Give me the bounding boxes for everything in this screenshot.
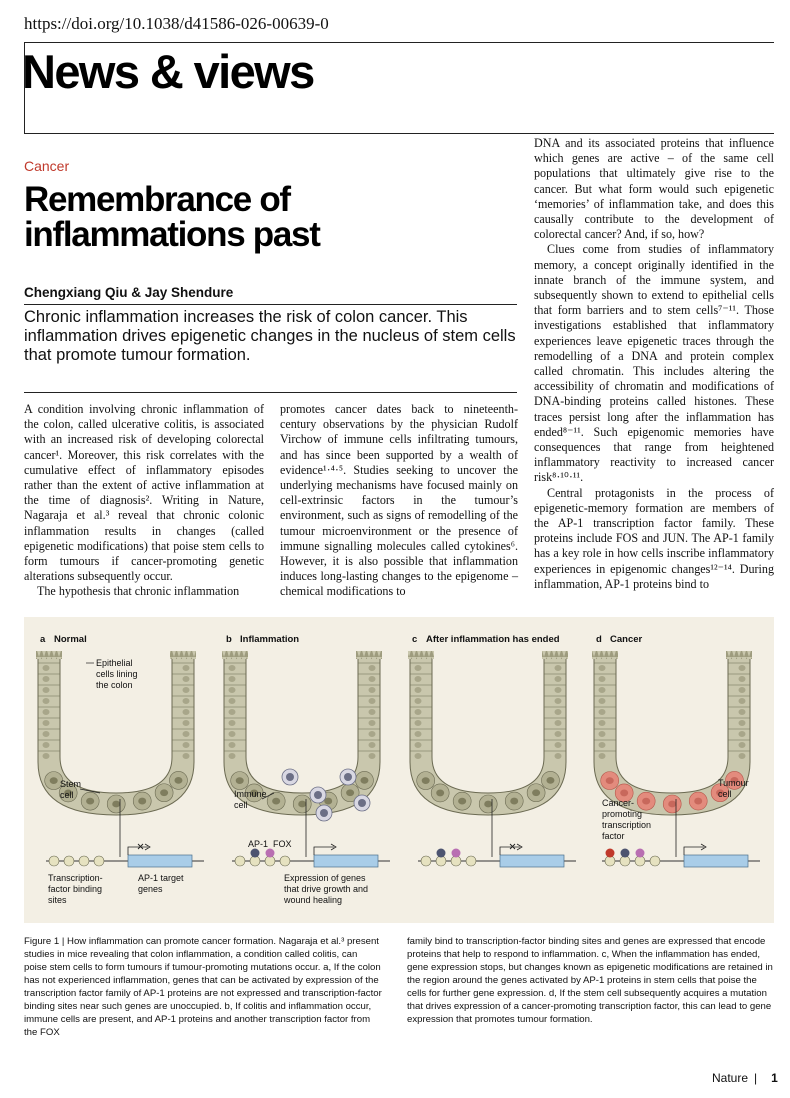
standfirst: Chronic inflammation increases the risk of colon cancer. This inflammation drives epigenetic changes in the nucleus of stem cells that promote tumour formation. — [24, 308, 516, 364]
label-cancer-tf: Cancer- — [602, 798, 635, 808]
nucleus — [183, 731, 190, 737]
figure-1 — [24, 617, 774, 923]
nucleus — [369, 731, 376, 737]
panel-b-letter: b — [226, 634, 232, 645]
binding-site — [94, 856, 104, 866]
paragraph: Central protagonists in the process of epigenetic-memory formation are members of the AP-1 transcription factor family. These proteins include FOS and JUN. The AP-1 family has a key role in how cells inscribe inflammatory experiences in epigenomic changes¹²⁻¹⁴. During inflammation, AP-1 proteins bind to — [534, 485, 774, 591]
nucleus — [415, 753, 422, 759]
nucleus — [739, 676, 746, 682]
binding-site — [650, 856, 660, 866]
nucleus — [555, 731, 562, 737]
nucleus — [369, 709, 376, 715]
binding-site — [280, 856, 290, 866]
panel-a-title: Normal — [54, 634, 87, 645]
nucleus — [739, 731, 746, 737]
ap1-protein — [437, 849, 446, 858]
nucleus — [229, 676, 236, 682]
nucleus — [43, 676, 50, 682]
nucleus — [183, 720, 190, 726]
nucleus — [739, 698, 746, 704]
nucleus — [43, 753, 50, 759]
panel-c-letter: c — [412, 634, 418, 645]
immune-cell-nucleus — [286, 773, 294, 781]
nucleus — [229, 731, 236, 737]
immune-cell-nucleus — [320, 809, 328, 817]
nucleus — [415, 720, 422, 726]
label-expression: that drive growth and — [284, 884, 369, 894]
binding-site — [235, 856, 245, 866]
fox-protein — [452, 849, 461, 858]
paragraph: DNA and its associated proteins that influence which genes are active – of the same cell populations that ultimately give rise to the cancer. But what form would such epigenetic ‘memories’ of inflammation take, and does this causally contribute to the development of colorectal cancer? And, if so, how? — [534, 136, 774, 242]
nucleus — [739, 720, 746, 726]
label-epithelial: cells lining — [96, 669, 138, 679]
nucleus — [739, 709, 746, 715]
nucleus — [183, 687, 190, 693]
immune-cell-nucleus — [344, 773, 352, 781]
nucleus — [546, 777, 554, 784]
nucleus — [43, 709, 50, 715]
nucleus — [739, 687, 746, 693]
nucleus — [86, 798, 94, 805]
label-tumour-cell: Tumour — [718, 778, 749, 788]
label-cancer-tf: transcription — [602, 820, 652, 830]
nucleus — [606, 777, 614, 784]
nucleus — [599, 709, 606, 715]
paragraph: A condition involving chronic inflammation of the colon, called ulcerative colitis, is associated with an increased risk of developing colorectal cancer¹. Moreover, this risk correlates with the cumulative effect of inflammatory episodes rather than the extent of active inflammation at the time of diagnosis². Writing in Nature, Nagaraja et al.³ reveal that chronic colonic inflammation results in changes (called epigenetic modifications) that poise stem cells to form tumours if cancer-promoting genetic alterations subsequently occur. — [24, 402, 264, 584]
nucleus — [369, 676, 376, 682]
binding-site — [64, 856, 74, 866]
label-fox: FOX — [273, 839, 292, 849]
promoter-arrow — [500, 847, 520, 855]
nucleus — [555, 709, 562, 715]
nucleus — [369, 698, 376, 704]
nucleus — [555, 753, 562, 759]
promoter-arrow — [684, 847, 704, 855]
label-stem-cell: cell — [60, 790, 74, 800]
nucleus — [160, 789, 168, 796]
nucleus — [555, 665, 562, 671]
section-label: Cancer — [24, 158, 70, 174]
nucleus — [298, 801, 306, 808]
nucleus — [555, 687, 562, 693]
nucleus — [229, 753, 236, 759]
label-immune-cell: cell — [234, 800, 248, 810]
nucleus — [510, 798, 518, 805]
nucleus — [360, 777, 368, 784]
crypt-villi — [222, 651, 248, 659]
nucleus — [183, 709, 190, 715]
nucleus — [415, 731, 422, 737]
paragraph: promotes cancer dates back to nineteenth-century observations by the physician Rudolf Virchow of immune cells infiltrating tumours, and has since been supported by a wealth of evidence¹·⁴·⁵. Studies seeking to uncover the underlying mechanisms have focused mainly on cell-extrinsic factors in the tumour’s environment, such as signs of remodelling of the tumour microenvironment or the presence of immune signalling molecules called cytokines⁶. However, it is also possible that inflammation induces long-lasting changes to the epigenome – chemical modifications to — [280, 402, 518, 599]
nucleus — [739, 753, 746, 759]
nucleus — [43, 720, 50, 726]
nucleus — [369, 742, 376, 748]
nucleus — [415, 665, 422, 671]
panel-d-letter: d — [596, 634, 602, 645]
article-title: Remembrance of inflammations past — [24, 180, 320, 254]
gene-box — [500, 855, 564, 867]
nucleus — [112, 801, 120, 808]
nucleus — [369, 753, 376, 759]
paragraph: The hypothesis that chronic inflammation — [37, 584, 240, 599]
crypt-villi — [170, 651, 196, 659]
label-ap1-target: genes — [138, 884, 163, 894]
label-tumour-cell: cell — [718, 789, 732, 799]
nucleus — [555, 720, 562, 726]
nucleus — [599, 731, 606, 737]
immune-cell-nucleus — [358, 799, 366, 807]
label-immune-cell: Immune — [234, 789, 267, 799]
fox-protein — [636, 849, 645, 858]
ap1-protein — [621, 849, 630, 858]
nucleus — [43, 731, 50, 737]
nucleus — [415, 676, 422, 682]
nucleus — [43, 698, 50, 704]
page-footer: Nature | 1 — [712, 1071, 778, 1085]
binding-site — [79, 856, 89, 866]
standfirst-rule — [24, 392, 517, 393]
body-column-3 — [534, 136, 774, 592]
label-cancer-tf: factor — [602, 831, 625, 841]
paragraph: Clues come from studies of inflammatory memory, a concept originally identified in the innate branch of the immune system, and subsequently shown to extend to epithelial cells that form barriers and to stem cells⁷⁻¹¹. Those investigations established that inflammatory experiences leave epigenetic traces through the remodelling of a DNA and protein complex called chromatin. This includes altering the accessibility of chromatin and modifications of DNA-binding proteins called histones. These traces persist long after the inflammation has ended⁸⁻¹¹. Such epigenomic memories have consequences that range from heightened inflammatory reactivity to increased cancer risk⁸·¹⁰·¹¹. — [534, 242, 774, 485]
label-epithelial: the colon — [96, 680, 133, 690]
figure-svg — [24, 617, 774, 923]
panel-c-title: After inflammation has ended — [426, 634, 560, 645]
nucleus — [415, 709, 422, 715]
nucleus — [174, 777, 182, 784]
nucleus — [138, 798, 146, 805]
crypt-villi — [408, 651, 434, 659]
nucleus — [415, 687, 422, 693]
nucleus — [369, 687, 376, 693]
nucleus — [50, 777, 58, 784]
label-ap1: AP-1 — [248, 839, 269, 849]
nucleus — [229, 698, 236, 704]
panel-d-title: Cancer — [610, 634, 643, 645]
nucleus — [739, 742, 746, 748]
nucleus — [346, 789, 354, 796]
label-stem-cell: Stem — [60, 779, 82, 789]
nucleus — [369, 720, 376, 726]
top-rule — [24, 42, 774, 43]
nucleus — [229, 742, 236, 748]
nucleus — [599, 720, 606, 726]
nucleus — [599, 687, 606, 693]
cancer-promoting-factor — [606, 849, 615, 858]
nucleus — [532, 789, 540, 796]
nucleus — [229, 720, 236, 726]
nucleus — [183, 676, 190, 682]
nucleus — [694, 798, 702, 805]
nucleus — [43, 742, 50, 748]
masthead: News & views — [22, 45, 314, 98]
figure-caption-left: Figure 1 | How inflammation can promote cancer formation. Nagaraja et al.³ present studies in mice revealing that colon inflammation, a condition called colitis, can poise stem cells to form tumours if tumour-promoting mutations occur. a, If the colon has not experienced inflammation, genes that can be activated by expression of the transcription factor family of AP-1 proteins are not expressed and transcription-factor binding sites near such genes are unoccupied. b, If colitis and inflammation occur, immune cells are present, and AP-1 proteins and another transcription factor from the FOX — [24, 936, 382, 1038]
nucleus — [599, 665, 606, 671]
nucleus — [458, 798, 466, 805]
gene-box — [684, 855, 748, 867]
nucleus — [599, 753, 606, 759]
nucleus — [369, 665, 376, 671]
blocked-mark — [510, 844, 515, 849]
nucleus — [739, 665, 746, 671]
nucleus — [668, 801, 676, 808]
nucleus — [599, 698, 606, 704]
nucleus — [229, 665, 236, 671]
nucleus — [599, 742, 606, 748]
label-tfbs: sites — [48, 895, 67, 905]
figure-caption-right: family bind to transcription-factor binding sites and genes are expressed that encode proteins that help to respond to inflammation. c, When the inflammation has ended, gene expression stops, but changes known as epigenetic modifications are retained in the region around the genes activated by AP-1 proteins in stem cells that poise the cells for further gene expression. d, If the stem cell subsequently acquires a mutation that drives expression of a cancer-promoting transcription factor, this can lead to gene expression that promotes tumour formation. — [407, 936, 773, 1025]
ap1-protein — [251, 849, 260, 858]
blocked-mark — [138, 844, 143, 849]
nucleus — [555, 676, 562, 682]
nucleus — [484, 801, 492, 808]
promoter-arrow — [314, 847, 334, 855]
label-cancer-tf: promoting — [602, 809, 643, 819]
nucleus — [422, 777, 430, 784]
label-tfbs: factor binding — [48, 884, 103, 894]
body-column-2 — [280, 402, 518, 600]
journal-name: Nature — [712, 1071, 749, 1085]
nucleus — [642, 798, 650, 805]
nucleus — [415, 742, 422, 748]
panel-b-title: Inflammation — [240, 634, 300, 645]
crypt-villi — [726, 651, 752, 659]
nucleus — [229, 709, 236, 715]
nucleus — [43, 665, 50, 671]
gene-box — [314, 855, 378, 867]
crypt-villi — [36, 651, 62, 659]
authors: Chengxiang Qiu & Jay Shendure — [24, 285, 234, 300]
binding-site — [49, 856, 59, 866]
label-tfbs: Transcription- — [48, 873, 103, 883]
nucleus — [183, 698, 190, 704]
promoter-arrow — [128, 847, 148, 855]
nucleus — [183, 742, 190, 748]
label-expression: Expression of genes — [284, 873, 366, 883]
nucleus — [555, 742, 562, 748]
masthead-bottom-rule — [24, 133, 774, 134]
crypt-villi — [592, 651, 618, 659]
panel-a-letter: a — [40, 634, 46, 645]
label-expression: wound healing — [284, 895, 343, 905]
nucleus — [620, 790, 628, 797]
crypt-villi — [356, 651, 382, 659]
body-column-1 — [24, 402, 264, 600]
nucleus — [229, 687, 236, 693]
binding-site — [466, 856, 476, 866]
fox-protein — [266, 849, 275, 858]
authors-rule — [24, 304, 517, 305]
page-number: 1 — [771, 1071, 778, 1085]
nucleus — [599, 676, 606, 682]
nucleus — [555, 698, 562, 704]
nucleus — [236, 777, 244, 784]
doi-link[interactable]: https://doi.org/10.1038/d41586-026-00639-0 — [24, 14, 329, 33]
label-ap1-target: AP-1 target — [138, 873, 184, 883]
immune-cell-nucleus — [314, 791, 322, 799]
nucleus — [43, 687, 50, 693]
binding-site — [421, 856, 431, 866]
nucleus — [436, 790, 444, 797]
nucleus — [183, 753, 190, 759]
gene-box — [128, 855, 192, 867]
crypt-villi — [542, 651, 568, 659]
nucleus — [183, 665, 190, 671]
nucleus — [272, 798, 280, 805]
label-epithelial: Epithelial — [96, 658, 133, 668]
nucleus — [415, 698, 422, 704]
